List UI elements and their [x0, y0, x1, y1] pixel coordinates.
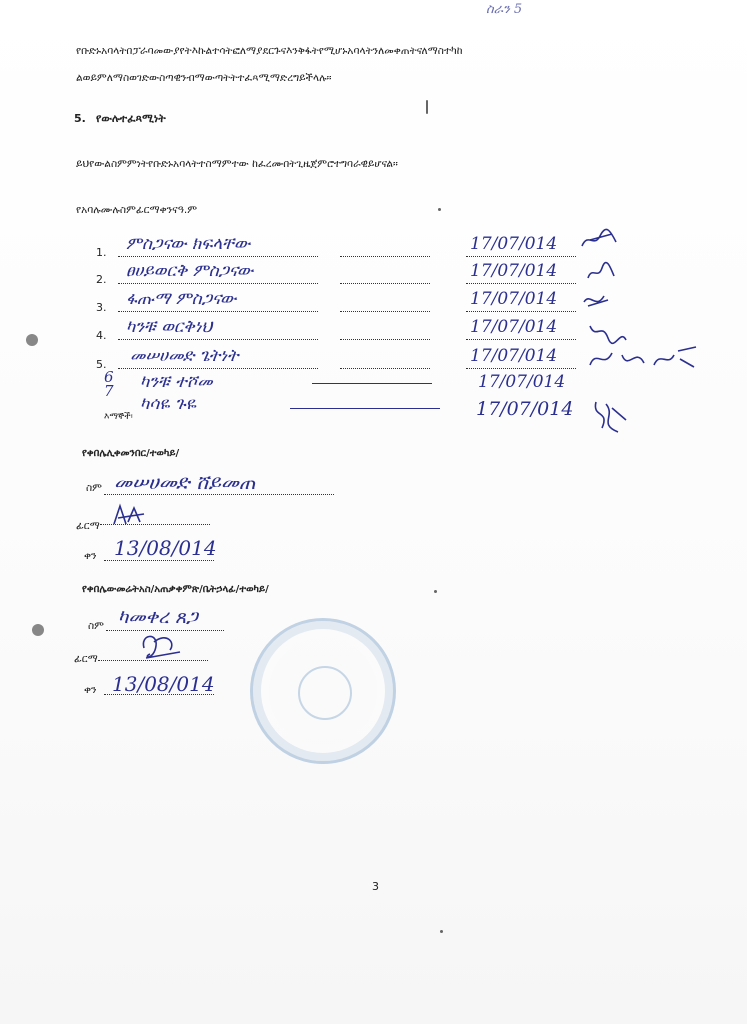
office-signature-scribble — [136, 628, 186, 664]
member-number: 2. — [96, 273, 107, 286]
member-date: 17/07/014 — [470, 289, 558, 309]
signature-scribble-4 — [588, 320, 628, 346]
member-date: 17/07/014 — [470, 346, 558, 366]
member-date: 17/07/014 — [470, 234, 558, 254]
name-underline — [290, 408, 440, 409]
receiver-name-label: ስም — [86, 482, 102, 494]
member-name: ፋጡማ ምስጋናው — [126, 289, 237, 309]
signature-scribble-2 — [586, 262, 616, 284]
office-signature-label: ፊርማ — [74, 653, 98, 665]
signature-scribble-1 — [580, 228, 620, 252]
member-number: 6 — [104, 368, 114, 386]
member-name: ካንቹ ተሾመ — [140, 372, 213, 392]
header-mark: ስራን 5 — [486, 2, 523, 17]
member-date: 17/07/014 — [478, 372, 566, 392]
name-dotted-line — [118, 368, 318, 369]
member-date: 17/07/014 — [470, 317, 558, 337]
receiver-heading: የቀበሌሊቀመንበር/ተወካይ/ — [82, 448, 180, 459]
receiver-signature-label: ፊርማ — [76, 520, 100, 532]
member-name: ካንቹ ወርቅነህ — [126, 317, 213, 337]
office-heading: የቀበሌውመሬትአስ/አጠቃቀምጽ/ቤትኃላፊ/ተወካይ/ — [82, 584, 269, 595]
seal-emblem — [298, 666, 352, 720]
paper-mark — [426, 100, 428, 114]
section-title: የውሉተፈጻሚነት — [96, 112, 166, 125]
name-underline — [312, 383, 432, 384]
office-date-value: 13/08/014 — [112, 672, 215, 696]
date-dotted-line — [466, 256, 576, 257]
signature-scribble-5 — [588, 345, 698, 375]
member-number: 5. — [96, 358, 107, 371]
office-date-label: ቀን — [84, 684, 97, 696]
signature-scribble-3 — [582, 290, 612, 312]
member-name: ካሳዬ ጉዬ — [140, 394, 197, 414]
signature-dotted-line — [340, 368, 430, 369]
member-number: 1. — [96, 246, 107, 259]
office-name-label: ስም — [88, 620, 104, 632]
member-name: መሠሀመድ ጌትነት — [130, 346, 239, 366]
member-name: ፀሀይወርቅ ምስጋናው — [126, 261, 254, 281]
receiver-date-dotted-line — [104, 560, 214, 561]
section-number: 5. — [74, 112, 86, 125]
paper-speck — [438, 208, 441, 211]
signature-dotted-line — [340, 283, 430, 284]
receiver-name-dotted-line — [104, 494, 334, 495]
signature-dotted-line — [340, 339, 430, 340]
paper-speck — [434, 590, 437, 593]
receiver-name-value: መሠሀመድ ሸይመጠ — [114, 470, 256, 494]
name-dotted-line — [118, 339, 318, 340]
member-number: 3. — [96, 301, 107, 314]
punch-hole-lower — [32, 624, 44, 636]
paper-speck — [440, 930, 443, 933]
receiver-date-value: 13/08/014 — [114, 536, 217, 560]
official-seal-stamp — [250, 618, 396, 764]
member-number: 7 — [104, 382, 114, 400]
signature-dotted-line — [340, 256, 430, 257]
name-dotted-line — [118, 256, 318, 257]
receiver-date-label: ቀን — [84, 550, 97, 562]
name-dotted-line — [118, 283, 318, 284]
date-dotted-line — [466, 339, 576, 340]
intro-line-1: የቡድኑአባላትበፓራባመውያየትእኩልተሳትፎለማያደርጉናእንቅፋትየሚሆኑአባላትንለመቀጠትናለማስተካከ — [76, 45, 463, 57]
members-heading: የአባሉሙሉስምፊርማቀንናዓ.ም — [76, 204, 198, 216]
office-name-value: ካመቀረ ጸጋ — [118, 606, 198, 628]
page-number: 3 — [372, 880, 379, 893]
punch-hole-upper — [26, 334, 38, 346]
section-body: ይህየውልስምምነትየቡድኑአባላትተስማምተው ከፈረሙበትጊዜጀምሮተግባራዊይሆናል። — [76, 158, 398, 170]
trailing-label: እማኞች፡ — [104, 412, 133, 422]
member-name: ምስጋናው ክፍላቸው — [126, 234, 251, 254]
date-dotted-line — [466, 311, 576, 312]
intro-line-2: ልወይምለማስወገድውስጣዊንብማውጣትትተፈጻሚማድረግይችላሉ። — [76, 72, 332, 84]
name-dotted-line — [118, 311, 318, 312]
signature-dotted-line — [340, 311, 430, 312]
date-dotted-line — [466, 283, 576, 284]
member-date: 17/07/014 — [470, 261, 558, 281]
signature-scribble-7 — [590, 398, 630, 438]
receiver-signature-scribble — [110, 502, 150, 528]
member-number: 4. — [96, 329, 107, 342]
date-dotted-line — [466, 368, 576, 369]
member-date: 17/07/014 — [476, 398, 574, 420]
